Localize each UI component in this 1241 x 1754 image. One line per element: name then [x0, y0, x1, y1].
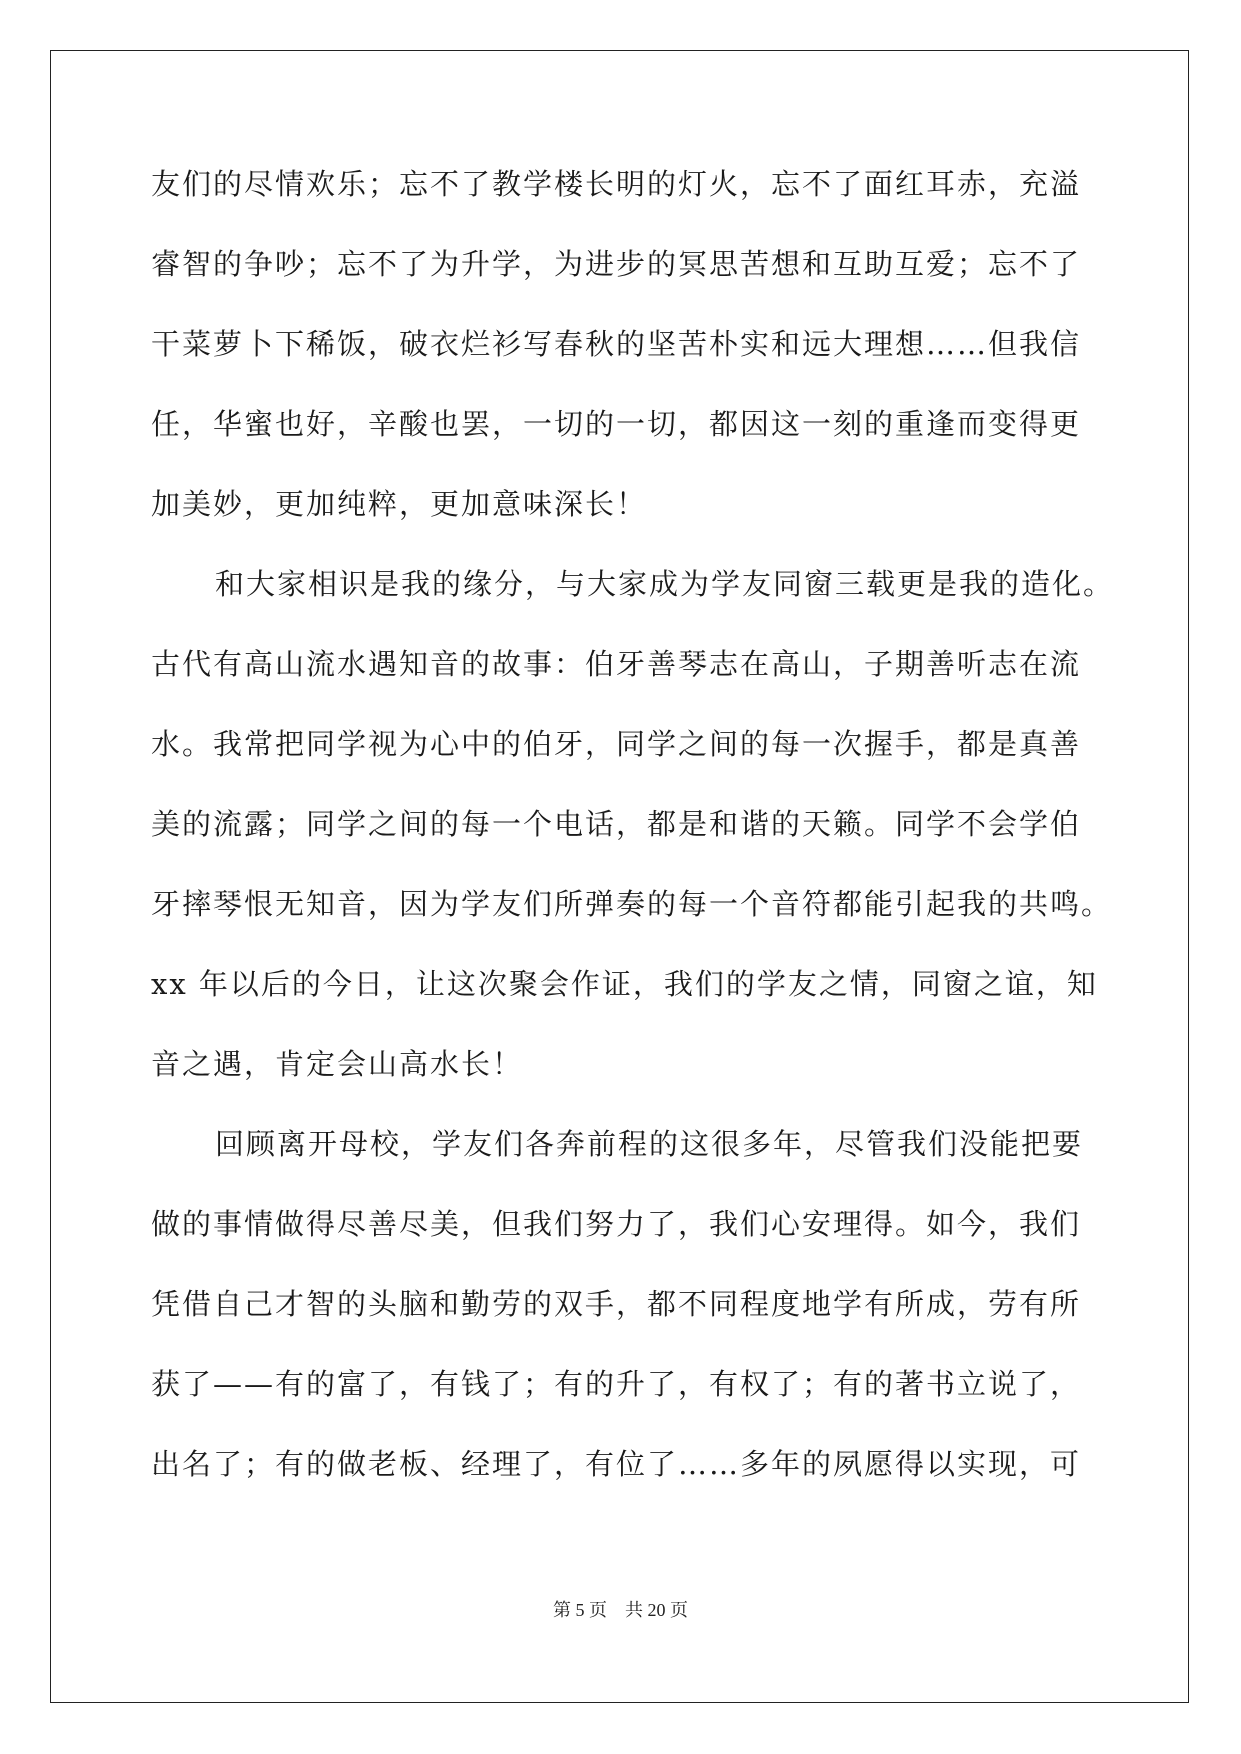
text-line: 睿智的争吵；忘不了为升学，为进步的冥思苦想和互助互爱；忘不了	[151, 247, 1082, 281]
paragraph-start-line: 和大家相识是我的缘分，与大家成为学友同窗三载更是我的造化。	[215, 567, 1115, 601]
text-line: 牙摔琴恨无知音，因为学友们所弹奏的每一个音符都能引起我的共鸣。	[151, 887, 1113, 921]
text-line: 干菜萝卜下稀饭，破衣烂衫写春秋的坚苦朴实和远大理想……但我信	[151, 327, 1082, 361]
text-line: 凭借自己才智的头脑和勤劳的双手，都不同程度地学有所成，劳有所	[151, 1287, 1082, 1321]
text-line: 古代有高山流水遇知音的故事：伯牙善琴志在高山，子期善听志在流	[151, 647, 1082, 681]
text-line: 做的事情做得尽善尽美，但我们努力了，我们心安理得。如今，我们	[151, 1207, 1082, 1241]
text-line: 友们的尽情欢乐；忘不了教学楼长明的灯火，忘不了面红耳赤，充溢	[151, 167, 1082, 201]
text-line: xx 年以后的今日，让这次聚会作证，我们的学友之情，同窗之谊，知	[151, 967, 1098, 1001]
text-line: 获了——有的富了，有钱了；有的升了，有权了；有的著书立说了，	[151, 1367, 1082, 1401]
text-line: 出名了；有的做老板、经理了，有位了……多年的夙愿得以实现，可	[151, 1447, 1082, 1481]
text-line: 美的流露；同学之间的每一个电话，都是和谐的天籁。同学不会学伯	[151, 807, 1082, 841]
page-number-footer: 第 5 页 共 20 页	[553, 1600, 688, 1620]
paragraph-start-line: 回顾离开母校，学友们各奔前程的这很多年，尽管我们没能把要	[215, 1127, 1084, 1161]
text-line: 水。我常把同学视为心中的伯牙，同学之间的每一次握手，都是真善	[151, 727, 1082, 761]
text-line: 加美妙，更加纯粹，更加意味深长！	[151, 487, 648, 521]
text-line: 音之遇，肯定会山高水长！	[151, 1047, 524, 1081]
text-line: 任，华蜜也好，辛酸也罢，一切的一切，都因这一刻的重逢而变得更	[151, 407, 1082, 441]
document-body	[151, 164, 1115, 1524]
